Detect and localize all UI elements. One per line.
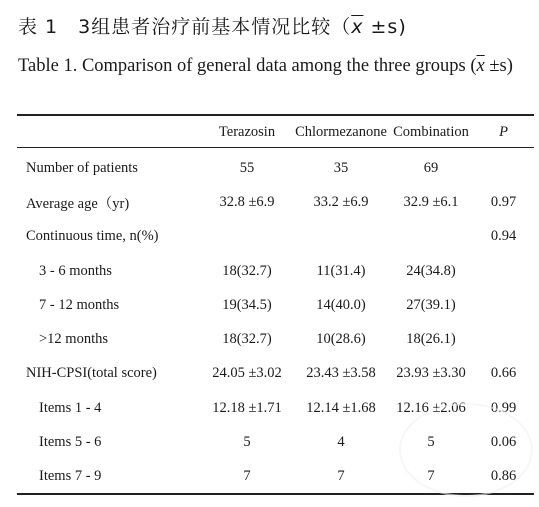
cell-p-value: 0.86: [490, 468, 517, 485]
cell-terazosin: 12.18 ±1.71: [212, 399, 282, 416]
row-label: Average age（yr): [26, 195, 130, 212]
cell-combination: 24(34.8): [406, 262, 456, 279]
cell-terazosin: 55: [239, 159, 255, 176]
cell-chlormezanone: 12.14 ±1.68: [306, 399, 376, 416]
table-row: [17, 220, 534, 254]
table-row: [17, 357, 534, 391]
table-row: [17, 322, 534, 356]
cell-terazosin: 24.05 ±3.02: [212, 365, 282, 382]
row-label: 7 - 12 months: [39, 296, 120, 313]
cell-p-value: [473, 147, 534, 185]
cell-chlormezanone: 7: [337, 468, 345, 485]
cell-chlormezanone: [293, 220, 389, 254]
cell-chlormezanone: 14(40.0): [316, 296, 366, 313]
cell-terazosin: 7: [243, 468, 251, 485]
cell-combination: 7: [427, 468, 435, 485]
cell-p-value: 0.06: [490, 434, 517, 451]
table-row: [17, 254, 534, 288]
header-terazosin: Terazosin: [218, 123, 276, 140]
cell-combination: 32.9 ±6.1: [403, 193, 459, 210]
row-label: >12 months: [39, 331, 109, 348]
row-label: Number of patients: [26, 159, 138, 176]
header-p-value: P: [499, 123, 508, 140]
title-en-mean-symbol: $\overline{x}$: [476, 56, 485, 76]
cell-chlormezanone: 4: [337, 434, 345, 451]
cell-chlormezanone: 11(31.4): [316, 262, 366, 279]
title-cn-mean-symbol: $\overline{x}$: [351, 16, 364, 38]
cell-terazosin: 19(34.5): [222, 296, 272, 313]
title-en-text: Table 1. Comparison of general data among the three groups (: [18, 56, 477, 76]
cell-combination: 69: [423, 159, 439, 176]
row-label: Continuous time, n(%): [26, 228, 159, 245]
row-label: Items 5 - 6: [39, 434, 102, 451]
table-top-rule: [17, 114, 534, 116]
header-chlormezanone: Chlormezanone: [295, 123, 387, 140]
cell-p-value: 0.94: [490, 228, 517, 245]
table-title-english: [18, 52, 533, 81]
cell-p-value: [473, 288, 534, 322]
table-row: [17, 147, 534, 185]
cell-chlormezanone: 23.43 ±3.58: [306, 365, 376, 382]
cell-combination: 12.16 ±2.06: [396, 399, 466, 416]
cell-combination: [389, 220, 473, 254]
cell-terazosin: 32.8 ±6.9: [219, 193, 275, 210]
cell-chlormezanone: 35: [333, 159, 349, 176]
cell-combination: 23.93 ±3.30: [396, 365, 466, 382]
cell-p-value: 0.99: [490, 399, 517, 416]
cell-combination: 5: [427, 434, 435, 451]
table-title-chinese: [18, 12, 407, 39]
cell-p-value: 0.97: [490, 193, 517, 210]
cell-combination: 27(39.1): [406, 296, 456, 313]
row-label: Items 7 - 9: [39, 468, 102, 485]
title-cn-text: 表 1 3组患者治疗前基本情况比较（: [18, 16, 352, 38]
row-label: NIH-CPSI(total score): [26, 365, 157, 382]
title-en-tail: ±s): [484, 56, 513, 76]
cell-p-value: 0.66: [490, 365, 517, 382]
watermark-seal: [399, 403, 533, 497]
table-header-row: [17, 117, 534, 147]
cell-p-value: [473, 254, 534, 288]
row-label: 3 - 6 months: [39, 262, 112, 279]
cell-p-value: [473, 322, 534, 356]
table-row: [17, 288, 534, 322]
cell-chlormezanone: 10(28.6): [316, 331, 366, 348]
table-row: [17, 185, 534, 219]
cell-combination: 18(26.1): [406, 331, 456, 348]
cell-terazosin: 18(32.7): [222, 331, 272, 348]
header-blank: [17, 117, 201, 147]
row-label: Items 1 - 4: [39, 399, 102, 416]
cell-terazosin: [201, 220, 293, 254]
cell-chlormezanone: 33.2 ±6.9: [313, 193, 369, 210]
cell-terazosin: 5: [243, 434, 251, 451]
title-cn-tail: ±s): [363, 16, 407, 38]
cell-terazosin: 18(32.7): [222, 262, 272, 279]
header-combination: Combination: [393, 123, 469, 140]
